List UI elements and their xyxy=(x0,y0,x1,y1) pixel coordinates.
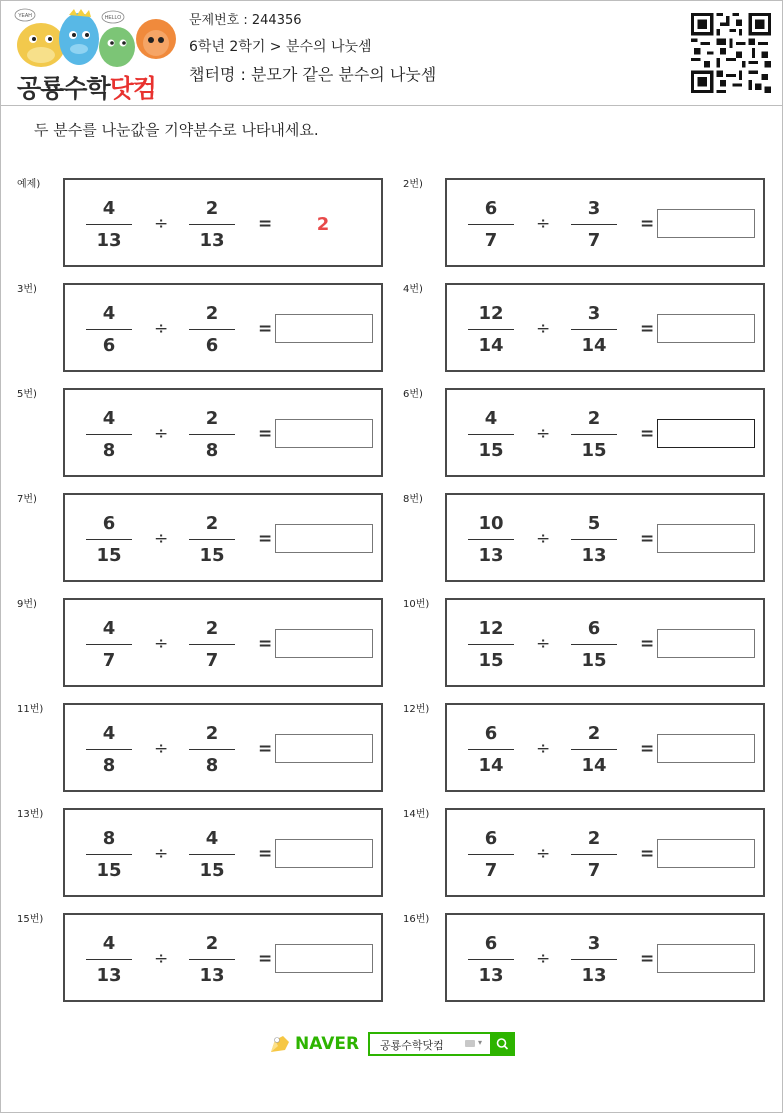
answer-input[interactable] xyxy=(275,839,373,868)
numerator: 6 xyxy=(484,198,498,219)
equals-sign: = xyxy=(640,529,655,549)
problem-box xyxy=(445,178,765,267)
denominator: 7 xyxy=(484,230,498,251)
denominator: 7 xyxy=(205,650,219,671)
fraction-bar xyxy=(189,854,235,855)
problem-box xyxy=(63,388,383,477)
fraction-bar xyxy=(468,329,514,330)
divisor-fraction xyxy=(189,303,235,357)
problem-box xyxy=(63,283,383,372)
answer-input[interactable] xyxy=(275,944,373,973)
equals-sign: = xyxy=(640,424,655,444)
numerator: 6 xyxy=(484,933,498,954)
answer-input[interactable] xyxy=(657,734,755,763)
denominator: 13 xyxy=(96,230,122,251)
problem-number: 문제번호 : 244356 xyxy=(189,13,302,28)
answer-input[interactable] xyxy=(657,209,755,238)
header-divider xyxy=(1,105,782,106)
numerator: 4 xyxy=(102,198,116,219)
fraction-bar xyxy=(86,329,132,330)
problem-box xyxy=(63,913,383,1002)
denominator: 15 xyxy=(478,440,504,461)
fraction-bar xyxy=(189,539,235,540)
divide-sign: ÷ xyxy=(536,529,551,549)
qr-code-icon xyxy=(691,13,771,93)
dividend-fraction xyxy=(468,933,514,987)
equals-sign: = xyxy=(640,949,655,969)
dividend-fraction xyxy=(468,828,514,882)
denominator: 15 xyxy=(581,440,607,461)
divisor-fraction xyxy=(571,933,617,987)
divisor-fraction xyxy=(571,198,617,252)
problem-box xyxy=(63,808,383,897)
numerator: 2 xyxy=(205,933,219,954)
problem-label: 8번) xyxy=(403,494,423,505)
numerator: 2 xyxy=(205,198,219,219)
breadcrumb: 6학년 2학기 > 분수의 나눗셈 xyxy=(189,39,372,55)
numerator: 4 xyxy=(102,303,116,324)
divisor-fraction xyxy=(189,933,235,987)
denominator: 13 xyxy=(199,965,225,986)
problem-label: 16번) xyxy=(403,914,430,925)
fraction-bar xyxy=(468,224,514,225)
denominator: 6 xyxy=(102,335,116,356)
answer-input[interactable] xyxy=(275,419,373,448)
problem-label: 4번) xyxy=(403,284,423,295)
dividend-fraction xyxy=(86,933,132,987)
problem-label: 15번) xyxy=(17,914,44,925)
dividend-fraction xyxy=(86,618,132,672)
divisor-fraction xyxy=(571,513,617,567)
answer-input[interactable] xyxy=(657,419,755,448)
denominator: 8 xyxy=(102,440,116,461)
numerator: 4 xyxy=(102,723,116,744)
dropdown-caret-icon[interactable]: ▾ xyxy=(478,1038,483,1047)
naver-logo-text: NAVER xyxy=(295,1034,360,1054)
dividend-fraction xyxy=(86,408,132,462)
denominator: 8 xyxy=(205,755,219,776)
fraction-bar xyxy=(468,854,514,855)
problem-label: 3번) xyxy=(17,284,37,295)
divide-sign: ÷ xyxy=(154,634,169,654)
fraction-bar xyxy=(189,224,235,225)
numerator: 2 xyxy=(205,513,219,534)
numerator: 4 xyxy=(484,408,498,429)
fraction-bar xyxy=(571,539,617,540)
chapter-title: 챕터명 : 분모가 같은 분수의 나눗셈 xyxy=(189,65,437,84)
problem-label: 11번) xyxy=(17,704,44,715)
divisor-fraction xyxy=(571,618,617,672)
problem-box xyxy=(63,598,383,687)
divide-sign: ÷ xyxy=(154,529,169,549)
search-value: 공룡수학닷컴 xyxy=(380,1039,444,1052)
divide-sign: ÷ xyxy=(154,739,169,759)
numerator: 3 xyxy=(587,303,601,324)
problem-box xyxy=(445,808,765,897)
fraction-bar xyxy=(468,749,514,750)
numerator: 2 xyxy=(587,408,601,429)
answer-input[interactable] xyxy=(275,629,373,658)
answer-input[interactable] xyxy=(657,629,755,658)
dividend-fraction xyxy=(86,828,132,882)
fraction-bar xyxy=(468,539,514,540)
problem-label: 10번) xyxy=(403,599,430,610)
divisor-fraction xyxy=(189,408,235,462)
denominator: 7 xyxy=(102,650,116,671)
dividend-fraction xyxy=(86,198,132,252)
logo-text-red: 닷컴 xyxy=(109,74,156,103)
divide-sign: ÷ xyxy=(536,949,551,969)
divisor-fraction xyxy=(571,723,617,777)
fraction-bar xyxy=(468,959,514,960)
problem-box xyxy=(63,493,383,582)
problem-box xyxy=(445,598,765,687)
denominator: 15 xyxy=(96,860,122,881)
divisor-fraction xyxy=(189,723,235,777)
divisor-fraction xyxy=(189,513,235,567)
problem-label: 6번) xyxy=(403,389,423,400)
denominator: 15 xyxy=(199,545,225,566)
fraction-bar xyxy=(571,854,617,855)
fraction-bar xyxy=(86,644,132,645)
equals-sign: = xyxy=(258,319,273,339)
fraction-bar xyxy=(86,434,132,435)
numerator: 4 xyxy=(102,618,116,639)
dividend-fraction xyxy=(468,408,514,462)
numerator: 12 xyxy=(478,303,504,324)
denominator: 14 xyxy=(581,335,607,356)
fraction-bar xyxy=(189,749,235,750)
denominator: 15 xyxy=(96,545,122,566)
divide-sign: ÷ xyxy=(536,319,551,339)
denominator: 13 xyxy=(478,965,504,986)
fraction-bar xyxy=(86,749,132,750)
numerator: 6 xyxy=(587,618,601,639)
search-button[interactable] xyxy=(490,1032,515,1056)
numerator: 2 xyxy=(587,723,601,744)
divide-sign: ÷ xyxy=(154,949,169,969)
equals-sign: = xyxy=(258,634,273,654)
dividend-fraction xyxy=(468,513,514,567)
equals-sign: = xyxy=(258,844,273,864)
problem-label: 5번) xyxy=(17,389,37,400)
answer-input[interactable] xyxy=(657,944,755,973)
dinosaur-mascots-illustration xyxy=(11,7,177,69)
fraction-bar xyxy=(86,959,132,960)
divide-sign: ÷ xyxy=(536,424,551,444)
answer-input[interactable] xyxy=(275,314,373,343)
numerator: 5 xyxy=(587,513,601,534)
numerator: 12 xyxy=(478,618,504,639)
divide-sign: ÷ xyxy=(536,844,551,864)
denominator: 15 xyxy=(199,860,225,881)
problem-box xyxy=(445,493,765,582)
fraction-bar xyxy=(571,329,617,330)
answer-input[interactable] xyxy=(657,314,755,343)
denominator: 8 xyxy=(205,440,219,461)
fraction-bar xyxy=(571,434,617,435)
denominator: 13 xyxy=(478,545,504,566)
denominator: 7 xyxy=(587,860,601,881)
divisor-fraction xyxy=(571,828,617,882)
equals-sign: = xyxy=(640,739,655,759)
fraction-bar xyxy=(571,224,617,225)
equals-sign: = xyxy=(640,844,655,864)
equals-sign: = xyxy=(258,424,273,444)
dividend-fraction xyxy=(468,618,514,672)
search-input[interactable] xyxy=(368,1032,492,1056)
numerator: 6 xyxy=(102,513,116,534)
problem-label: 12번) xyxy=(403,704,430,715)
problem-box xyxy=(63,703,383,792)
answer-input[interactable] xyxy=(657,839,755,868)
fraction-bar xyxy=(571,959,617,960)
numerator: 2 xyxy=(205,723,219,744)
equals-sign: = xyxy=(640,634,655,654)
equals-sign: = xyxy=(258,949,273,969)
dividend-fraction xyxy=(468,303,514,357)
instruction-text: 두 분수를 나눈값을 기약분수로 나타내세요. xyxy=(34,121,319,139)
divide-sign: ÷ xyxy=(536,739,551,759)
numerator: 6 xyxy=(484,723,498,744)
fraction-bar xyxy=(189,644,235,645)
problem-label: 13번) xyxy=(17,809,44,820)
problem-box xyxy=(445,283,765,372)
numerator: 4 xyxy=(102,408,116,429)
dividend-fraction xyxy=(86,513,132,567)
problem-label: 9번) xyxy=(17,599,37,610)
logo xyxy=(11,7,177,103)
denominator: 14 xyxy=(478,755,504,776)
divide-sign: ÷ xyxy=(536,214,551,234)
fraction-bar xyxy=(571,749,617,750)
divisor-fraction xyxy=(571,303,617,357)
fraction-bar xyxy=(189,959,235,960)
logo-text-dark: 공룡수학 xyxy=(17,74,110,103)
fraction-bar xyxy=(468,434,514,435)
numerator: 4 xyxy=(205,828,219,849)
denominator: 15 xyxy=(478,650,504,671)
denominator: 6 xyxy=(205,335,219,356)
fraction-bar xyxy=(189,329,235,330)
divisor-fraction xyxy=(571,408,617,462)
equals-sign: = xyxy=(258,529,273,549)
divide-sign: ÷ xyxy=(154,844,169,864)
numerator: 6 xyxy=(484,828,498,849)
logo-wordmark xyxy=(17,69,156,105)
answer-input[interactable] xyxy=(657,524,755,553)
answer-input[interactable] xyxy=(275,524,373,553)
fraction-bar xyxy=(571,644,617,645)
problem-label: 14번) xyxy=(403,809,430,820)
numerator: 10 xyxy=(478,513,504,534)
problem-box xyxy=(445,388,765,477)
bubble-yeah: YEAH xyxy=(18,13,32,19)
denominator: 14 xyxy=(478,335,504,356)
divide-sign: ÷ xyxy=(154,214,169,234)
denominator: 8 xyxy=(102,755,116,776)
denominator: 13 xyxy=(581,965,607,986)
divisor-fraction xyxy=(189,618,235,672)
fraction-bar xyxy=(86,539,132,540)
numerator: 2 xyxy=(205,618,219,639)
numerator: 2 xyxy=(587,828,601,849)
fraction-bar xyxy=(189,434,235,435)
equals-sign: = xyxy=(258,214,273,234)
denominator: 14 xyxy=(581,755,607,776)
fraction-bar xyxy=(468,644,514,645)
dividend-fraction xyxy=(86,723,132,777)
numerator: 2 xyxy=(205,303,219,324)
problem-box xyxy=(445,913,765,1002)
denominator: 15 xyxy=(581,650,607,671)
problem-label: 2번) xyxy=(403,179,423,190)
problem-box xyxy=(445,703,765,792)
divide-sign: ÷ xyxy=(154,424,169,444)
numerator: 2 xyxy=(205,408,219,429)
equals-sign: = xyxy=(258,739,273,759)
naver-search-bar xyxy=(269,1032,515,1056)
example-answer: 2 xyxy=(316,214,330,235)
equals-sign: = xyxy=(640,319,655,339)
divisor-fraction xyxy=(189,828,235,882)
denominator: 7 xyxy=(587,230,601,251)
search-icon xyxy=(490,1032,515,1056)
fraction-bar xyxy=(86,854,132,855)
naver-pencil-icon xyxy=(269,1032,293,1056)
denominator: 13 xyxy=(581,545,607,566)
dividend-fraction xyxy=(468,198,514,252)
keyboard-icon[interactable] xyxy=(465,1040,475,1047)
dividend-fraction xyxy=(86,303,132,357)
numerator: 8 xyxy=(102,828,116,849)
bubble-hello: HELLO xyxy=(104,15,122,21)
denominator: 7 xyxy=(484,860,498,881)
example-problem xyxy=(63,178,383,267)
denominator: 13 xyxy=(96,965,122,986)
answer-input[interactable] xyxy=(275,734,373,763)
divisor-fraction xyxy=(189,198,235,252)
numerator: 3 xyxy=(587,933,601,954)
equals-sign: = xyxy=(640,214,655,234)
denominator: 13 xyxy=(199,230,225,251)
dividend-fraction xyxy=(468,723,514,777)
worksheet-meta xyxy=(189,13,436,85)
problem-label: 7번) xyxy=(17,494,37,505)
divide-sign: ÷ xyxy=(154,319,169,339)
numerator: 4 xyxy=(102,933,116,954)
numerator: 3 xyxy=(587,198,601,219)
problem-label: 예제) xyxy=(17,179,41,190)
divide-sign: ÷ xyxy=(536,634,551,654)
fraction-bar xyxy=(86,224,132,225)
